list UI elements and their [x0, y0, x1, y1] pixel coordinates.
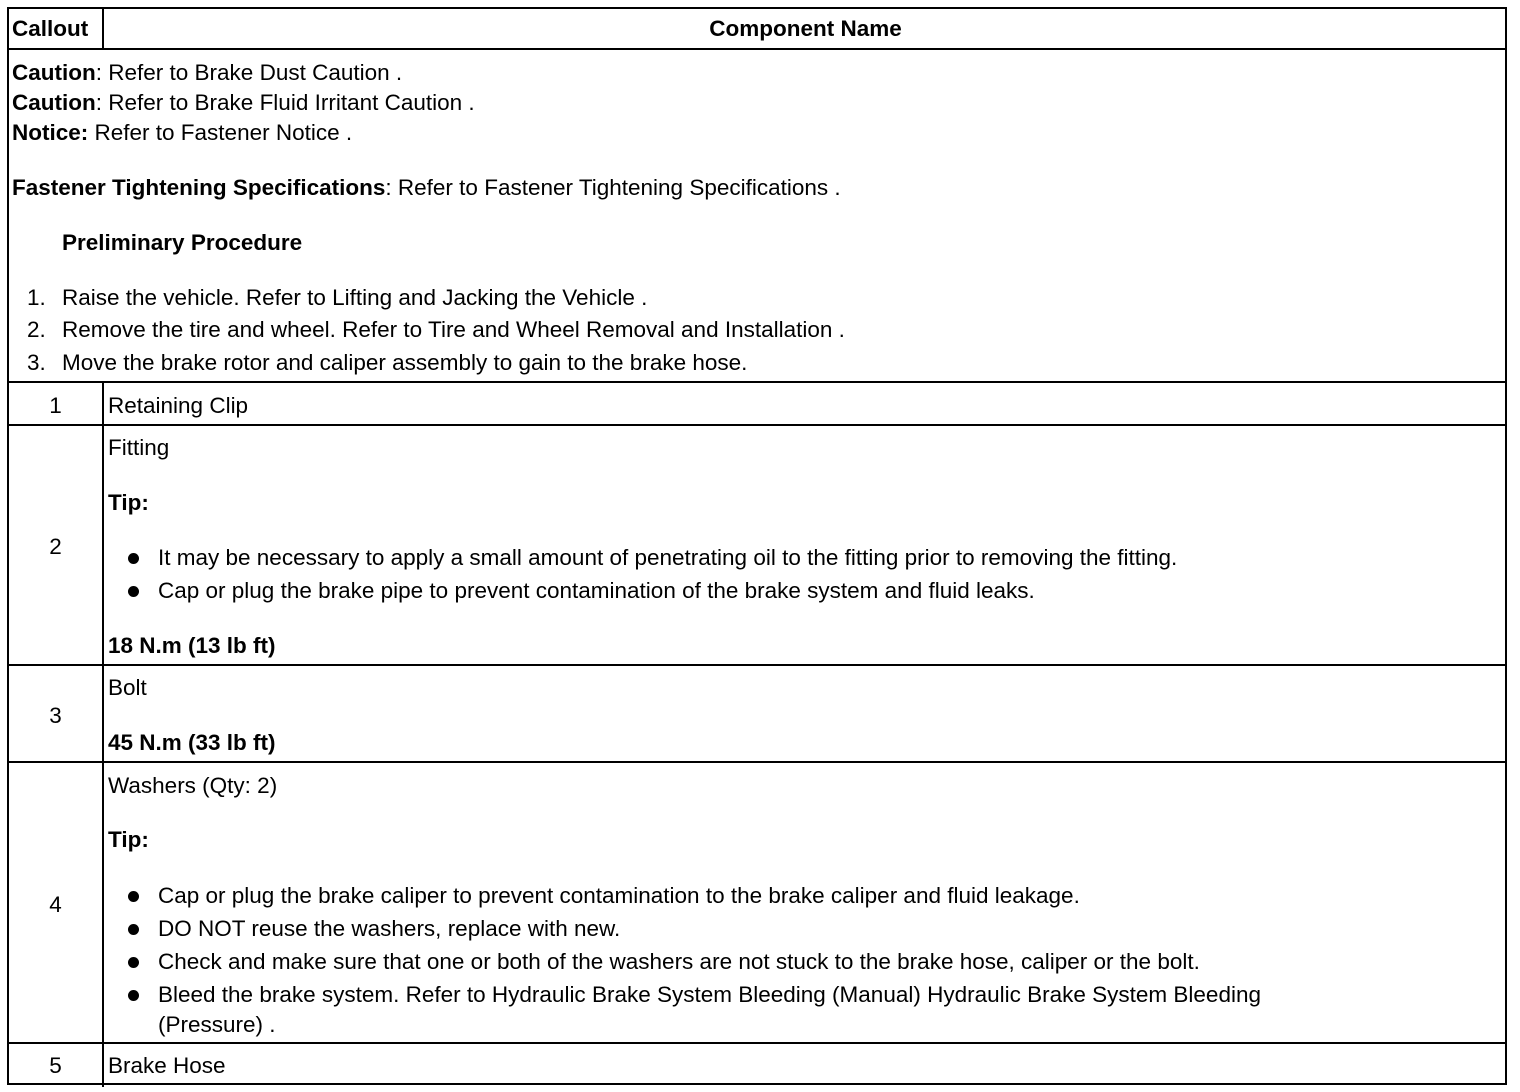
- callout-number: 2: [49, 534, 62, 559]
- header-component-name: Component Name: [709, 16, 902, 41]
- component-name: Washers (Qty: 2): [108, 773, 278, 798]
- torque-spec: 18 N.m (13 lb ft): [108, 633, 276, 658]
- component-name: Retaining Clip: [108, 393, 249, 418]
- component-name: Bolt: [108, 675, 147, 700]
- caution-fluid: Caution: Refer to Brake Fluid Irritant Caution .: [12, 90, 475, 115]
- bullet-icon: [128, 553, 139, 564]
- tip-text: DO NOT reuse the washers, replace with new.: [158, 916, 621, 941]
- preliminary-title: Preliminary Procedure: [62, 230, 303, 255]
- notice-fastener: Notice: Refer to Fastener Notice .: [12, 120, 353, 145]
- row-divider: [9, 424, 1505, 426]
- tip-text: Cap or plug the brake caliper to prevent contamination to the brake caliper and fluid leakage.: [158, 883, 1080, 908]
- step-text: Move the brake rotor and caliper assembly to gain to the brake hose.: [62, 350, 748, 375]
- tip-text: Check and make sure that one or both of the washers are not stuck to the brake hose, caliper or the bolt.: [158, 949, 1200, 974]
- caution-dust: Caution: Refer to Brake Dust Caution .: [12, 60, 403, 85]
- callout-number: 4: [49, 892, 62, 917]
- bullet-icon: [128, 957, 139, 968]
- callout-number: 5: [49, 1053, 62, 1078]
- bullet-icon: [128, 586, 139, 597]
- tip-label: Tip:: [108, 827, 149, 852]
- tip-text: Cap or plug the brake pipe to prevent contamination of the brake system and fluid leaks.: [158, 578, 1035, 603]
- bullet-icon: [128, 924, 139, 935]
- step-number: 1.: [27, 285, 46, 310]
- step-number: 2.: [27, 317, 46, 342]
- row-divider: [9, 664, 1505, 666]
- intro-divider: [9, 381, 1505, 383]
- tip-label: Tip:: [108, 490, 149, 515]
- callout-number: 1: [49, 393, 62, 418]
- component-name: Brake Hose: [108, 1053, 226, 1078]
- fastener-spec: Fastener Tightening Specifications: Refer to Fastener Tightening Specifications .: [12, 175, 841, 200]
- step-text: Raise the vehicle. Refer to Lifting and Jacking the Vehicle .: [62, 285, 648, 310]
- step-number: 3.: [27, 350, 46, 375]
- tip-text: It may be necessary to apply a small amount of penetrating oil to the fitting prior to removing the fitting.: [158, 545, 1178, 570]
- callout-number: 3: [49, 703, 62, 728]
- body-column-divider: [102, 381, 104, 1087]
- header-divider: [9, 48, 1505, 50]
- torque-spec: 45 N.m (33 lb ft): [108, 730, 276, 755]
- step-text: Remove the tire and wheel. Refer to Tire and Wheel Removal and Installation .: [62, 317, 845, 342]
- bullet-icon: [128, 990, 139, 1001]
- tip-text: Bleed the brake system. Refer to Hydraulic Brake System Bleeding (Manual) Hydraulic Brake System Bleeding: [158, 982, 1261, 1007]
- component-table: [7, 7, 1507, 1085]
- header-callout: Callout: [12, 16, 89, 41]
- bullet-icon: [128, 891, 139, 902]
- component-name: Fitting: [108, 435, 170, 460]
- tip-text-continued: (Pressure) .: [158, 1012, 276, 1037]
- row-divider: [9, 1042, 1505, 1044]
- row-divider: [9, 761, 1505, 763]
